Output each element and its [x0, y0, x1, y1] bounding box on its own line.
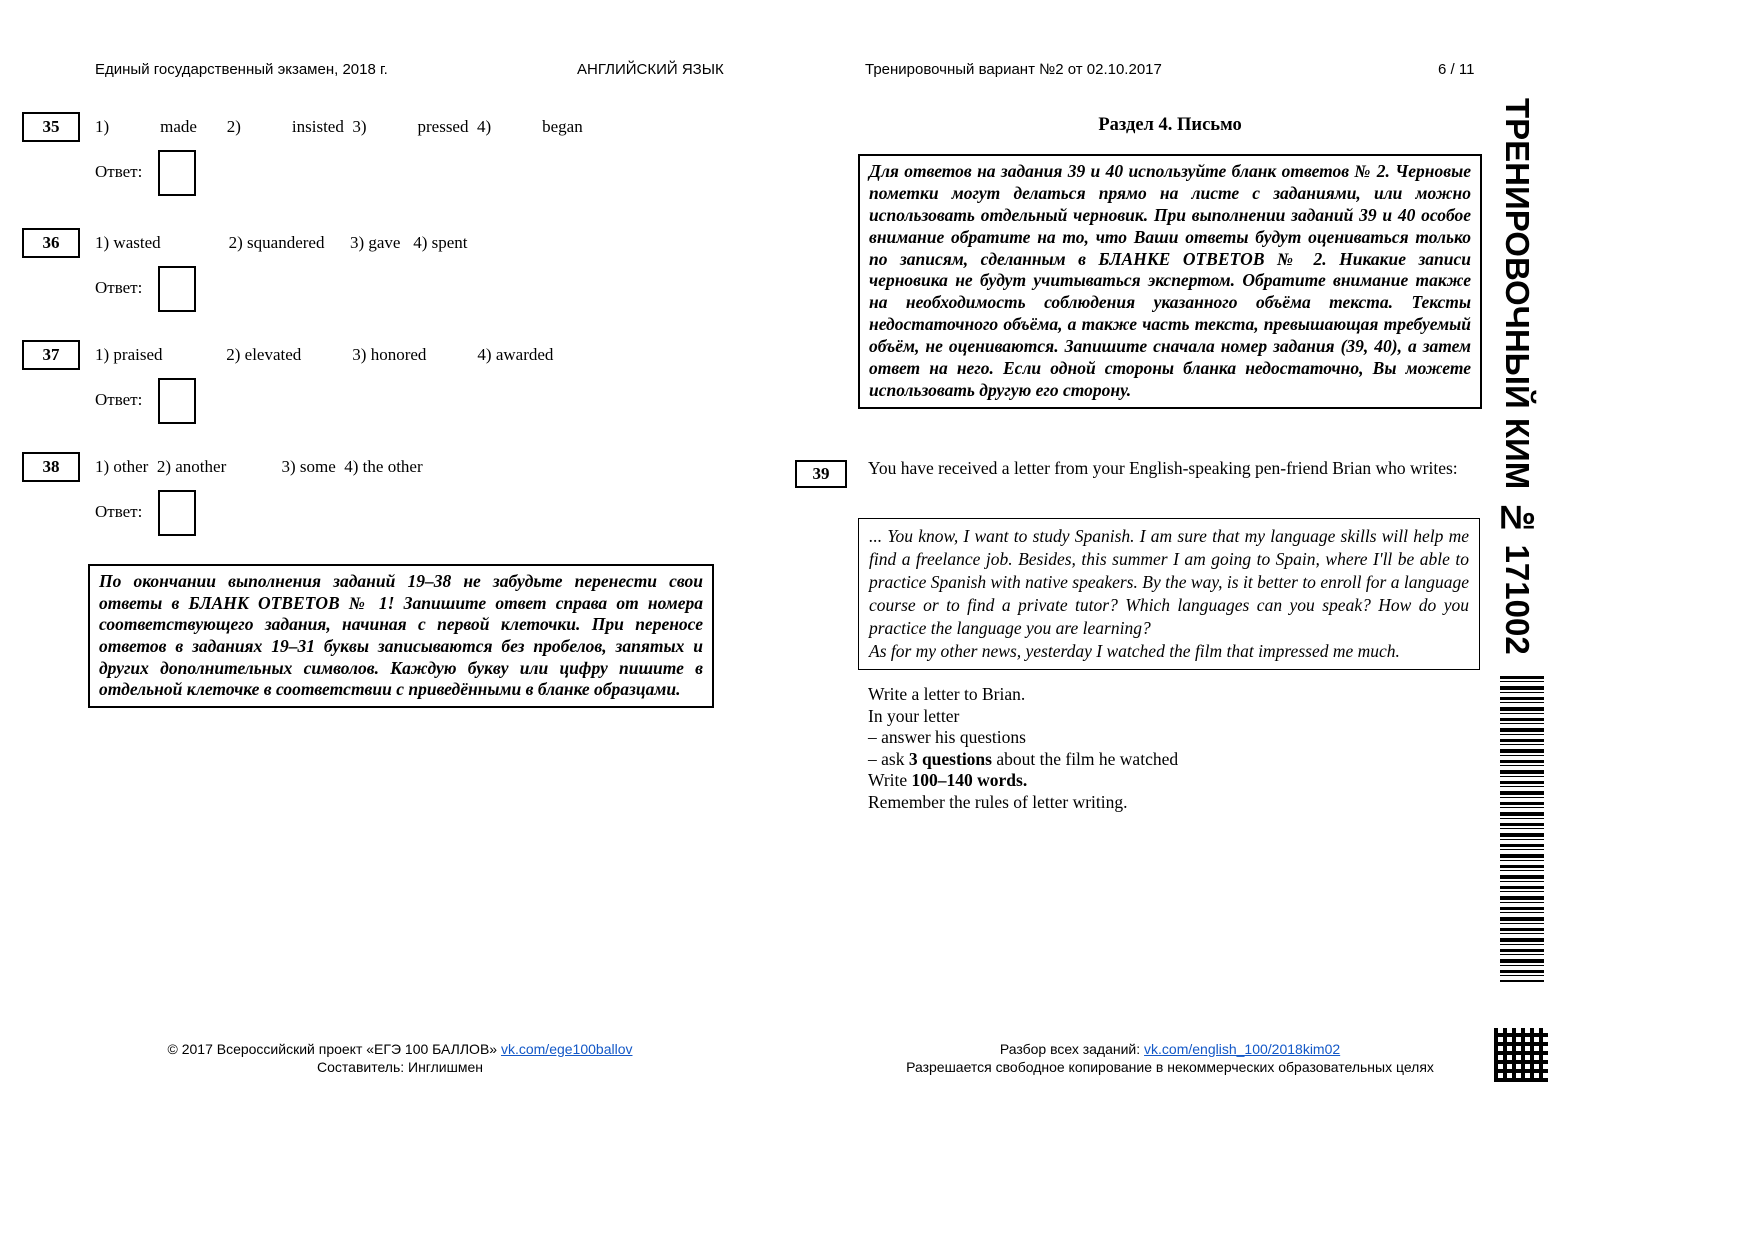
task-line — [868, 749, 1178, 771]
question-36-number-box: 36 — [22, 228, 80, 258]
task-line — [868, 792, 1178, 814]
letter-paragraph-2: As for my other news, yesterday I watched the film that impressed me much. — [869, 640, 1400, 661]
kim-number-vertical-label: ТРЕНИРОВОЧНЫЙ КИМ № 171002 — [1499, 98, 1536, 655]
task-text: In your letter — [868, 705, 960, 726]
question-36-options: 1) wasted 2) squandered 3) gave 4) spent — [95, 233, 468, 252]
question-38-options: 1) other 2) another 3) some 4) the other — [95, 457, 423, 476]
question-37 — [22, 340, 732, 450]
task-text-bold: 100–140 words. — [911, 770, 1028, 791]
answer-label: Ответ: — [95, 390, 143, 409]
answer-label: Ответ: — [95, 278, 143, 297]
task-text: – answer his questions — [868, 727, 1026, 748]
question-39 — [795, 455, 1495, 519]
question-37-options: 1) praised 2) elevated 3) honored 4) awarded — [95, 345, 554, 364]
task-line — [868, 684, 1178, 706]
question-39-prompt: You have received a letter from your English-speaking pen-friend Brian who writes: — [868, 458, 1458, 478]
task-text: – ask — [868, 748, 909, 769]
footer-copyright-text: © 2017 Всероссийский проект «ЕГЭ 100 БАЛЛОВ» — [167, 1041, 501, 1057]
answer-box — [158, 266, 196, 312]
header-subject: АНГЛИЙСКИЙ ЯЗЫК — [577, 61, 724, 78]
answer-box — [158, 378, 196, 424]
pen-friend-letter-box — [858, 518, 1480, 670]
barcode — [1500, 676, 1544, 982]
question-35 — [22, 112, 732, 222]
footer-copyright-line — [140, 1040, 660, 1058]
task-text: Write — [868, 770, 912, 791]
answer-label: Ответ: — [95, 162, 143, 181]
task-line — [868, 727, 1178, 749]
footer-license: Разрешается свободное копирование в некоммерческих образовательных целях — [906, 1059, 1434, 1076]
answer-box — [158, 150, 196, 196]
transfer-instructions-text: По окончании выполнения заданий 19–38 не забудьте перенести свои ответы в БЛАНК ОТВЕТОВ № 1! Запишите ответ справа от номера соответствующего задания, начиная с первой клеточки. При переносе ответов в заданиях 19–31 буквы записываются без пробелов, запятых и других дополнительных символов. Каждую букву или цифру пишите в отдельной клеточке в соответствии с приведёнными в бланке образцами. — [99, 571, 703, 700]
writing-instructions-box — [858, 154, 1482, 409]
task-text: Remember the rules of letter writing. — [868, 791, 1128, 812]
answer-label: Ответ: — [95, 502, 143, 521]
task-line — [868, 706, 1178, 728]
answer-box — [158, 490, 196, 536]
footer-review-label: Разбор всех заданий: — [999, 1041, 1145, 1057]
footer-right — [870, 1040, 1470, 1076]
footer-right-link[interactable]: vk.com/english_100/2018kim02 — [1144, 1041, 1341, 1057]
task-text: Write a letter to Brian. — [868, 684, 1026, 704]
footer-review-line — [870, 1040, 1470, 1058]
footer-left — [140, 1040, 660, 1076]
question-38-number-box: 38 — [22, 452, 80, 482]
task-text-bold: 3 questions — [908, 748, 992, 769]
writing-instructions-text: Для ответов на задания 39 и 40 используйте бланк ответов № 2. Черновые пометки могут делаться прямо на листе с заданиями, или можно использовать отдельный черновик. При выполнении заданий 39 и 40 особое внимание обратите на то, что Ваши ответы будут оцениваться только по записям, сделанным в БЛАНКЕ ОТВЕТОВ № 2. Никакие записи черновика не будут учитываться экспертом. Обратите внимание также на необходимость соблюдения указанного объёма текста. Тексты недостаточного объёма, а также часть текста, превышающая требуемый объём, не оцениваются. Запишите сначала номер задания (39, 40), а затем ответ на него. Если одной стороны бланка недостаточно, Вы можете использовать другую его сторону. — [869, 161, 1471, 400]
qr-code — [1494, 1028, 1548, 1082]
question-36 — [22, 228, 732, 338]
question-38 — [22, 452, 732, 562]
question-35-options: 1) made 2) insisted 3) pressed 4) began — [95, 117, 583, 136]
question-35-number-box: 35 — [22, 112, 80, 142]
letter-paragraph-1: ... You know, I want to study Spanish. I am sure that my language skills will help me find a freelance job. Besides, this summer I am going to Spain, where I'll be able to practice Spanish with native speakers. By the way, is it better to enroll for a language course or to find a private tutor? Which languages can you speak? How do you practice the language you are learning? — [869, 526, 1469, 638]
header-exam-title: Единый государственный экзамен, 2018 г. — [95, 61, 388, 78]
header-page-number: 6 / 11 — [1438, 61, 1475, 78]
section-title: Раздел 4. Письмо — [1098, 115, 1242, 135]
question-37-number-box: 37 — [22, 340, 80, 370]
transfer-instructions-box — [88, 564, 714, 708]
task-line — [868, 770, 1178, 792]
task-text: about the film he watched — [991, 748, 1179, 769]
footer-author: Составитель: Инглишмен — [317, 1059, 483, 1076]
writing-task — [868, 684, 1178, 813]
question-39-number-box: 39 — [795, 460, 847, 488]
footer-left-link[interactable]: vk.com/ege100ballov — [500, 1041, 633, 1057]
header-variant: Тренировочный вариант №2 от 02.10.2017 — [865, 61, 1162, 78]
